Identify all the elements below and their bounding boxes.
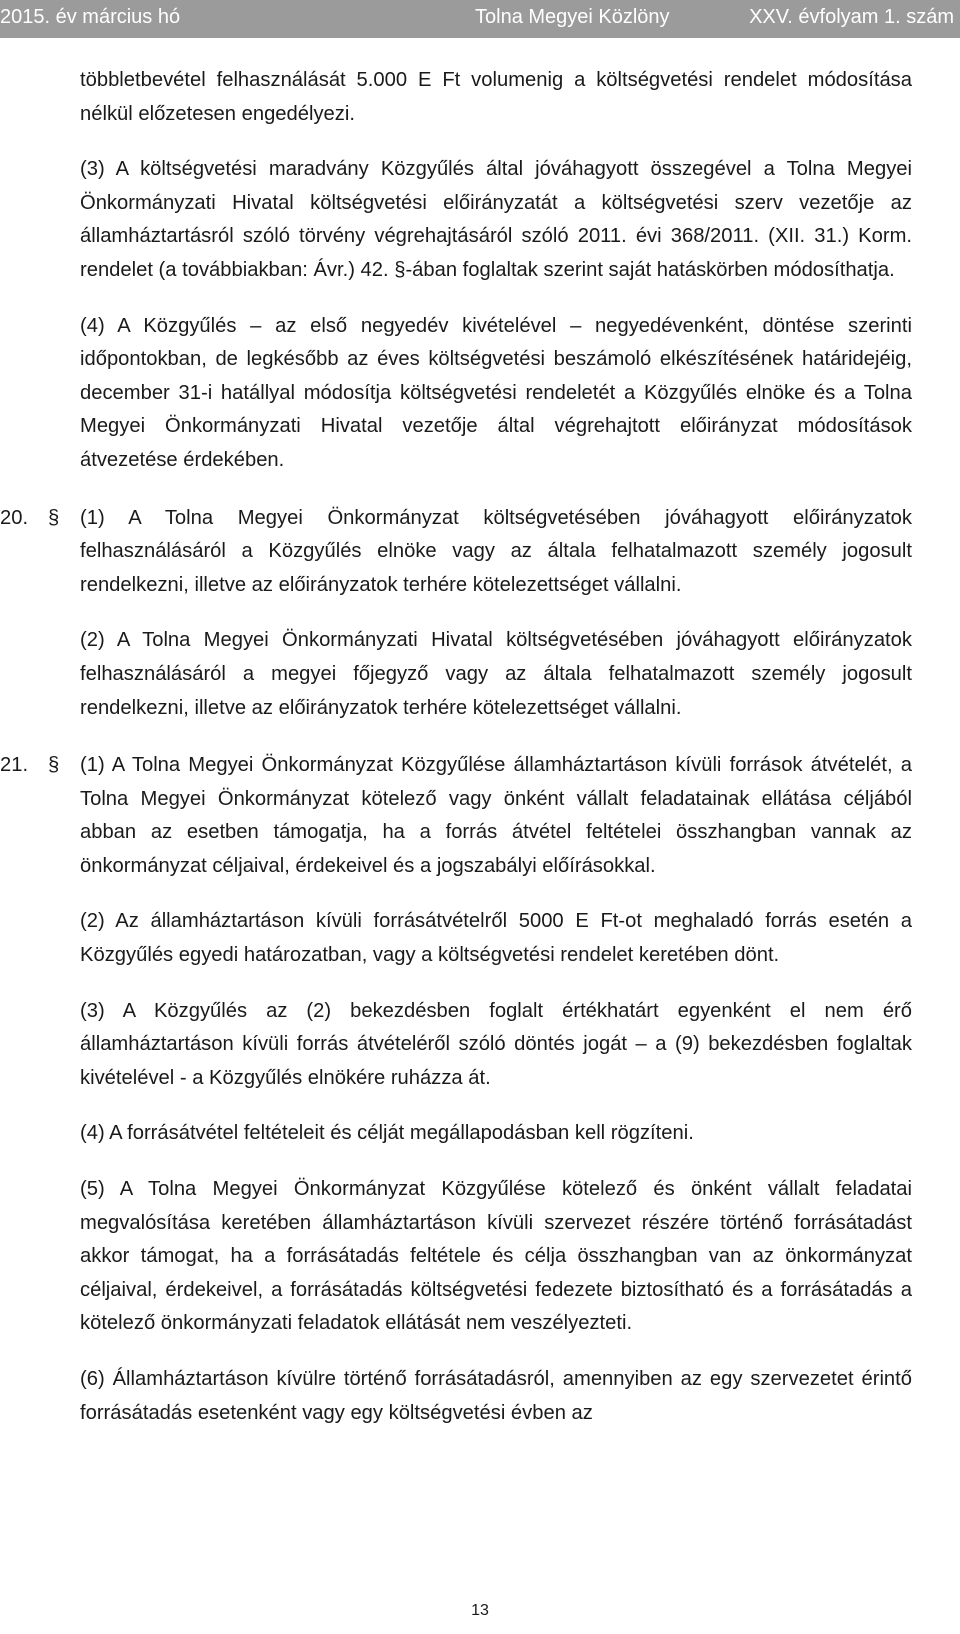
paragraph-21-6: (6) Államháztartáson kívülre történő forrásátadásról, amennyiben az egy szervezetet érintő forrásátadás esetenként vagy egy költségvetési évben az <box>80 1368 912 1424</box>
paragraph-19-4: (4) A Közgyűlés – az első negyedév kivételével – negyedévenként, döntése szerinti időpontokban, de legkésőbb az éves költségvetési beszámoló elkészítésének határidejéig, december 31-i hatállyal módosítja költségvetési rendeletét a Közgyűlés elnöke és a Tolna Megyei Önkormányzati Hivatal vezetője által végrehajtott előirányzat módosítások átvezetése érdekében. <box>80 314 912 471</box>
header-title: Tolna Megyei Közlöny <box>475 6 670 28</box>
paragraph-21-5: (5) A Tolna Megyei Önkormányzat Közgyűlése kötelező és önként vállalt feladatai megvalósítása keretében államháztartáson kívüli szervezet részére történő forrásátadást akkor támogat, ha a forrásátadás feltétele és célja összhangban van az önkormányzat céljaival, érdekeivel, a forrásátadás költségvetési fedezete biztosítható és a forrásátadás a kötelező önkormányzati feladatok ellátását nem veszélyezteti. <box>80 1178 912 1335</box>
paragraph-21-4: (4) A forrásátvétel feltételeit és célját megállapodásban kell rögzíteni. <box>80 1122 694 1145</box>
section-20 <box>0 502 912 603</box>
section-21 <box>0 749 912 883</box>
section-sign: § <box>48 506 60 529</box>
section-number: 20. <box>0 506 29 529</box>
paragraph-21-3: (3) A Közgyűlés az (2) bekezdésben foglalt értékhatárt egyenként el nem érő államháztartáson kívüli forrás átvételéről szóló döntés jogát – a (9) bekezdésben foglaltak kivételével - a Közgyűlés elnökére ruházza át. <box>80 999 912 1089</box>
header-date: 2015. év március hó <box>0 6 181 28</box>
paragraph-21-1: (1) A Tolna Megyei Önkormányzat Közgyűlése államháztartáson kívüli források átvételét, a Tolna Megyei Önkormányzat kötelező vagy önként vállalt feladatainak ellátása céljából abban az esetben támogatja, ha a forrás átvétel feltételei összhangban vannak az önkormányzat céljaival, érdekeivel és a jogszabályi előírásokkal. <box>80 754 912 877</box>
paragraph-21-2: (2) Az államháztartáson kívüli forrásátvételről 5000 E Ft-ot meghaladó forrás esetén a Közgyűlés egyedi határozatban, vagy a költségvetési rendelet keretében dönt. <box>80 910 912 967</box>
paragraph-20-2: (2) A Tolna Megyei Önkormányzati Hivatal költségvetésében jóváhagyott előirányzatok felhasználásáról a megyei főjegyző vagy az általa felhatalmazott személy jogosult rendelkezni, illetve az előirányzatok terhére kötelezettséget vállalni. <box>80 629 912 719</box>
paragraph-intro: többletbevétel felhasználását 5.000 E Ft volumenig a költségvetési rendelet módosítása nélkül előzetesen engedélyezi. <box>80 69 912 125</box>
page-header <box>0 0 960 38</box>
header-volume: XXV. évfolyam 1. szám <box>749 6 954 28</box>
page-number: 13 <box>471 1602 489 1619</box>
section-number: 21. <box>0 754 29 777</box>
document-body <box>0 64 912 1430</box>
paragraph-20-1: (1) A Tolna Megyei Önkormányzat költségvetésében jóváhagyott előirányzatok felhasználásáról a Közgyűlés elnöke vagy az általa felhatalmazott személy jogosult rendelkezni, illetve az előirányzatok terhére kötelezettséget vállalni. <box>80 506 912 596</box>
paragraph-19-3: (3) A költségvetési maradvány Közgyűlés által jóváhagyott összegével a Tolna Megyei Önkormányzati Hivatal költségvetési előirányzatát a költségvetési szerv vezetője az államháztartásról szóló törvény végrehajtásáról szóló 2011. évi 368/2011. (XII. 31.) Korm. rendelet (a továbbiakban: Ávr.) 42. §-ában foglaltak szerint saját hatáskörben módosíthatja. <box>80 158 912 281</box>
section-sign: § <box>48 754 60 777</box>
